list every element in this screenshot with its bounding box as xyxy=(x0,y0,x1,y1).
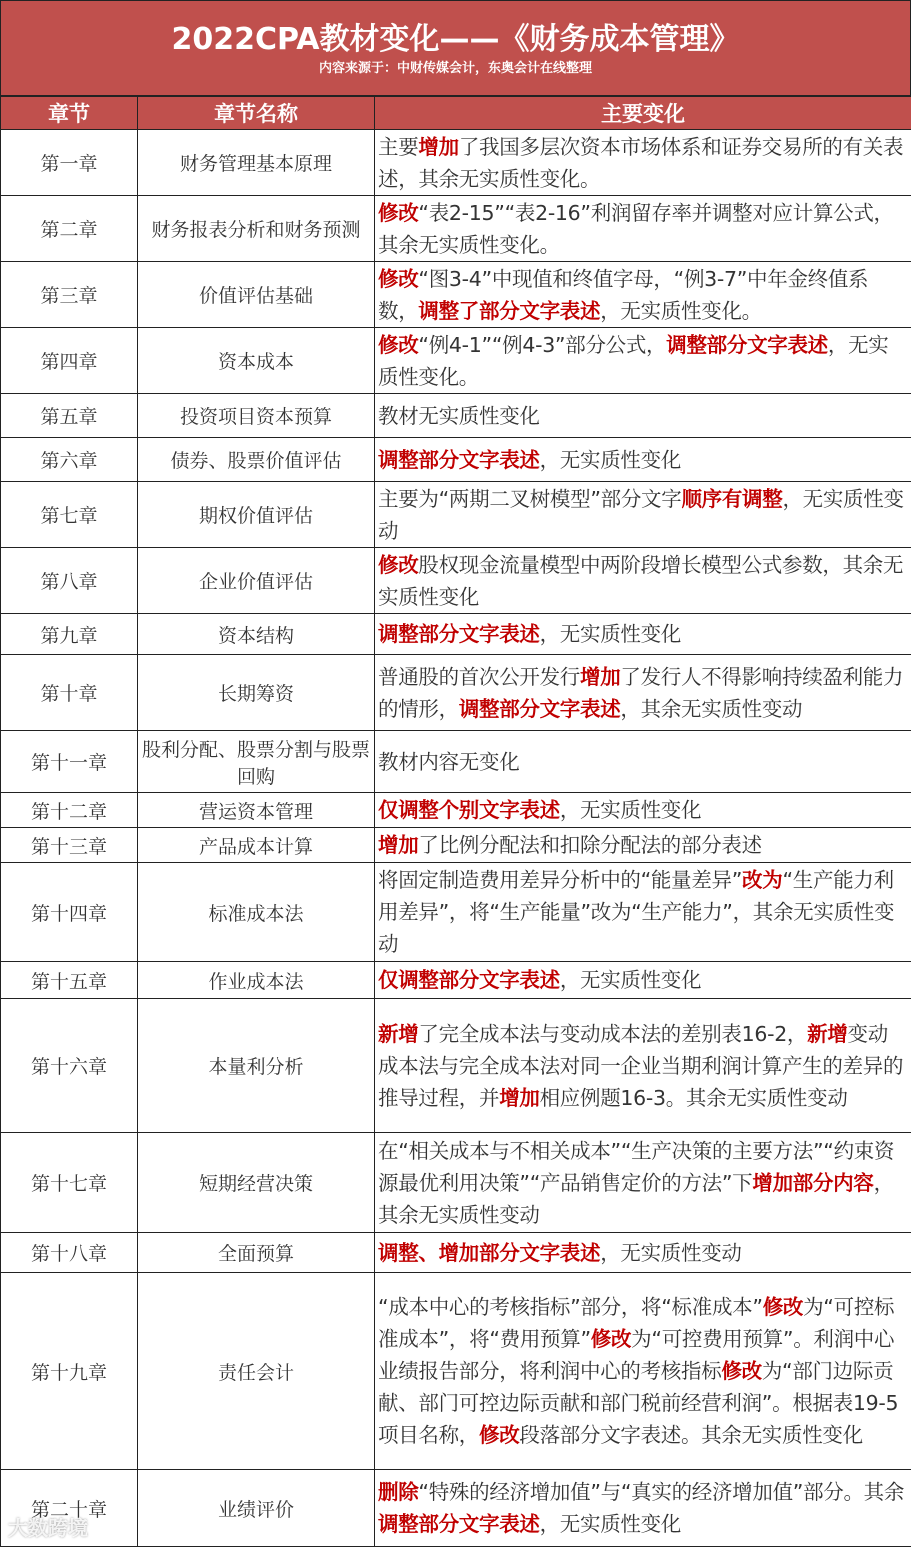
change-cell xyxy=(375,482,911,548)
table-row xyxy=(1,999,911,1133)
chapter-cell: 第六章 xyxy=(1,438,138,482)
text-segment: ，无实质性变化。 xyxy=(600,298,762,323)
text-segment: ，无实质性变动 xyxy=(378,486,904,543)
chapter-name-cell: 产品成本计算 xyxy=(138,828,375,863)
highlighted-text: 调整部分文字表述 xyxy=(378,622,540,646)
text-segment: 为“可控费用预算”。利润中心业绩报告部分，将利润中心的考核指标 xyxy=(378,1327,895,1383)
chapter-name-cell: 债券、股票价值评估 xyxy=(138,438,375,482)
change-cell xyxy=(375,438,911,482)
text-segment: 股权现金流量模型中两阶段增长模型公式参数，其余无实质性变化 xyxy=(378,552,904,609)
highlighted-text: 调整了部分文字表述 xyxy=(418,298,601,323)
highlighted-text: 增加部分内容 xyxy=(752,1170,874,1195)
text-segment: 将固定制造费用差异分析中的“能量差异” xyxy=(378,868,743,892)
chapter-cell: 第十一章 xyxy=(1,731,138,793)
text-segment: ，无实质性变化 xyxy=(539,622,682,646)
title-banner xyxy=(0,0,911,96)
change-cell xyxy=(375,655,911,731)
chapter-name-cell: 全面预算 xyxy=(138,1233,375,1273)
changes-table xyxy=(0,96,911,1547)
chapter-name-cell: 财务管理基本原理 xyxy=(138,130,375,196)
chapter-name-cell: 长期筹资 xyxy=(138,655,375,731)
chapter-cell: 第十八章 xyxy=(1,1233,138,1273)
chapter-name-cell: 业绩评价 xyxy=(138,1470,375,1547)
text-segment: ，无实质性变化 xyxy=(559,798,702,822)
highlighted-text: 顺序有调整 xyxy=(681,486,783,511)
table-row xyxy=(1,614,911,655)
highlighted-text: 修改 xyxy=(762,1295,804,1319)
change-cell xyxy=(375,863,911,962)
source-note: 内容来源于：中财传媒会计，东奥会计在线整理 xyxy=(318,61,592,76)
table-row xyxy=(1,196,911,262)
chapter-name-cell: 投资项目资本预算 xyxy=(138,394,375,438)
text-segment: 为“可控标准成本”，将“费用预算” xyxy=(378,1295,895,1351)
change-cell xyxy=(375,1470,911,1547)
column-header-chapter: 章节 xyxy=(1,97,138,130)
chapter-cell: 第一章 xyxy=(1,130,138,196)
table-row xyxy=(1,1470,911,1547)
chapter-cell: 第十章 xyxy=(1,655,138,731)
highlighted-text: 仅调整部分文字表述 xyxy=(378,968,560,992)
change-cell xyxy=(375,328,911,394)
chapter-cell: 第二十章 xyxy=(1,1470,138,1547)
text-segment: “例4-1”“例4-3”部分公式， xyxy=(418,332,667,357)
table-row xyxy=(1,130,911,196)
text-segment: 了完全成本法与变动成本法的差别表16-2， xyxy=(418,1021,808,1046)
chapter-name-cell: 营运资本管理 xyxy=(138,793,375,828)
text-segment: “图3-4”中现值和终值字母，“例3-7”中年金终值系数， xyxy=(378,266,869,323)
column-header-name: 章节名称 xyxy=(138,97,375,130)
change-cell xyxy=(375,262,911,328)
column-header-change: 主要变化 xyxy=(375,97,911,130)
chapter-name-cell: 标准成本法 xyxy=(138,863,375,962)
highlighted-text: 修改 xyxy=(378,266,419,291)
chapter-cell: 第十九章 xyxy=(1,1273,138,1470)
change-cell xyxy=(375,1233,911,1273)
highlighted-text: 增加 xyxy=(418,134,459,159)
chapter-cell: 第七章 xyxy=(1,482,138,548)
chapter-cell: 第三章 xyxy=(1,262,138,328)
chapter-name-cell: 资本成本 xyxy=(138,328,375,394)
highlighted-text: 修改 xyxy=(378,200,419,225)
change-cell xyxy=(375,731,911,793)
change-cell xyxy=(375,614,911,655)
change-cell xyxy=(375,1273,911,1470)
text-segment: ，其余无实质性变动 xyxy=(620,696,803,721)
text-segment: 主要为“两期二叉树模型”部分文字 xyxy=(378,486,682,511)
text-segment: ，无实质性变化 xyxy=(539,1512,682,1536)
table-header-row xyxy=(1,97,911,130)
chapter-cell: 第十五章 xyxy=(1,962,138,999)
text-segment: 变动成本法与完全成本法对同一企业当期利润计算产生的差异的推导过程，并 xyxy=(378,1021,904,1110)
text-segment: ，无实质性变化 xyxy=(539,447,682,472)
text-segment: ，其余无实质性变动 xyxy=(378,1170,894,1227)
chapter-cell: 第九章 xyxy=(1,614,138,655)
highlighted-text: 新增 xyxy=(378,1021,419,1046)
text-segment: 了比例分配法和扣除分配法的部分表述 xyxy=(418,833,762,857)
text-segment: ，无实质性变化 xyxy=(559,968,702,992)
text-segment: 了发行人不得影响持续盈利能力的情形， xyxy=(378,664,904,721)
highlighted-text: 调整部分文字表述 xyxy=(666,332,828,357)
table-row xyxy=(1,1233,911,1273)
highlighted-text: 改为 xyxy=(742,868,783,892)
text-segment: 了我国多层次资本市场体系和证券交易所的有关表述，其余无实质性变化。 xyxy=(378,134,904,191)
text-segment: “特殊的经济增加值”与“真实的经济增加值”部分。其余 xyxy=(418,1480,905,1504)
highlighted-text: 调整部分文字表述 xyxy=(458,696,621,721)
highlighted-text: 增加 xyxy=(580,664,621,689)
chapter-name-cell: 责任会计 xyxy=(138,1273,375,1470)
chapter-name-cell: 短期经营决策 xyxy=(138,1133,375,1233)
chapter-cell: 第四章 xyxy=(1,328,138,394)
table-row xyxy=(1,655,911,731)
highlighted-text: 调整部分文字表述 xyxy=(378,447,540,472)
chapter-cell: 第十六章 xyxy=(1,999,138,1133)
text-segment: “表2-15”“表2-16”利润留存率并调整对应计算公式，其余无实质性变化。 xyxy=(378,200,894,257)
text-segment: 段落部分文字表述。其余无实质性变化 xyxy=(519,1423,863,1447)
chapter-name-cell: 企业价值评估 xyxy=(138,548,375,614)
change-cell xyxy=(375,1133,911,1233)
table-row xyxy=(1,262,911,328)
highlighted-text: 仅调整个别文字表述 xyxy=(378,798,560,822)
text-segment: 为“部门边际贡献、部门可控边际贡献和部门税前经营利润”。根据表19-5项目名称， xyxy=(378,1359,899,1447)
table-row xyxy=(1,731,911,793)
chapter-cell: 第五章 xyxy=(1,394,138,438)
chapter-name-cell: 期权价值评估 xyxy=(138,482,375,548)
chapter-name-cell: 股利分配、股票分割与股票回购 xyxy=(138,731,375,793)
change-cell xyxy=(375,196,911,262)
highlighted-text: 删除 xyxy=(378,1480,419,1504)
chapter-name-cell: 价值评估基础 xyxy=(138,262,375,328)
change-cell xyxy=(375,394,911,438)
highlighted-text: 调整部分文字表述 xyxy=(378,1512,540,1536)
change-cell xyxy=(375,130,911,196)
table-row xyxy=(1,828,911,863)
highlighted-text: 调整、增加部分文字表述 xyxy=(378,1240,601,1265)
table-row xyxy=(1,482,911,548)
chapter-cell: 第十七章 xyxy=(1,1133,138,1233)
text-segment: 相应例题16-3。其余无实质性变动 xyxy=(539,1085,848,1110)
table-row xyxy=(1,328,911,394)
text-segment: ，无实质性变化。 xyxy=(378,332,889,389)
table-row xyxy=(1,793,911,828)
change-cell xyxy=(375,999,911,1133)
text-segment: “成本中心的考核指标”部分，将“标准成本” xyxy=(378,1295,763,1319)
text-segment: 主要 xyxy=(378,134,419,159)
text-segment: 教材无实质性变化 xyxy=(378,403,540,428)
table-row xyxy=(1,863,911,962)
table-row xyxy=(1,394,911,438)
highlighted-text: 修改 xyxy=(721,1359,762,1383)
chapter-name-cell: 资本结构 xyxy=(138,614,375,655)
chapter-cell: 第十二章 xyxy=(1,793,138,828)
chapter-name-cell: 本量利分析 xyxy=(138,999,375,1133)
highlighted-text: 新增 xyxy=(807,1021,848,1046)
text-segment: 普通股的首次公开发行 xyxy=(378,664,580,689)
highlighted-text: 修改 xyxy=(378,332,419,357)
chapter-cell: 第八章 xyxy=(1,548,138,614)
table-row xyxy=(1,548,911,614)
chapter-name-cell: 作业成本法 xyxy=(138,962,375,999)
change-cell xyxy=(375,793,911,828)
watermark-logo: 大数跨境 xyxy=(8,1516,88,1540)
chapter-cell: 第十三章 xyxy=(1,828,138,863)
change-cell xyxy=(375,962,911,999)
text-segment: ，无实质性变动 xyxy=(600,1240,742,1265)
highlighted-text: 增加 xyxy=(499,1085,540,1110)
table-row xyxy=(1,1273,911,1470)
change-cell xyxy=(375,548,911,614)
highlighted-text: 修改 xyxy=(479,1423,520,1447)
text-segment: 教材内容无变化 xyxy=(378,749,520,774)
table-row xyxy=(1,1133,911,1233)
highlighted-text: 修改 xyxy=(590,1327,632,1351)
page-title: 2022CPA教材变化——《财务成本管理》 xyxy=(171,22,740,57)
text-segment: “生产能力利用差异”，将“生产能量”改为“生产能力”，其余无实质性变动 xyxy=(378,868,895,956)
highlighted-text: 修改 xyxy=(378,552,419,577)
chapter-cell: 第十四章 xyxy=(1,863,138,962)
change-cell xyxy=(375,828,911,863)
chapter-name-cell: 财务报表分析和财务预测 xyxy=(138,196,375,262)
table-row xyxy=(1,438,911,482)
table-row xyxy=(1,962,911,999)
highlighted-text: 增加 xyxy=(378,833,419,857)
chapter-cell: 第二章 xyxy=(1,196,138,262)
text-segment: 在“相关成本与不相关成本”“生产决策的主要方法”“约束资源最优利用决策”“产品销售定价的方法”下 xyxy=(378,1138,895,1195)
